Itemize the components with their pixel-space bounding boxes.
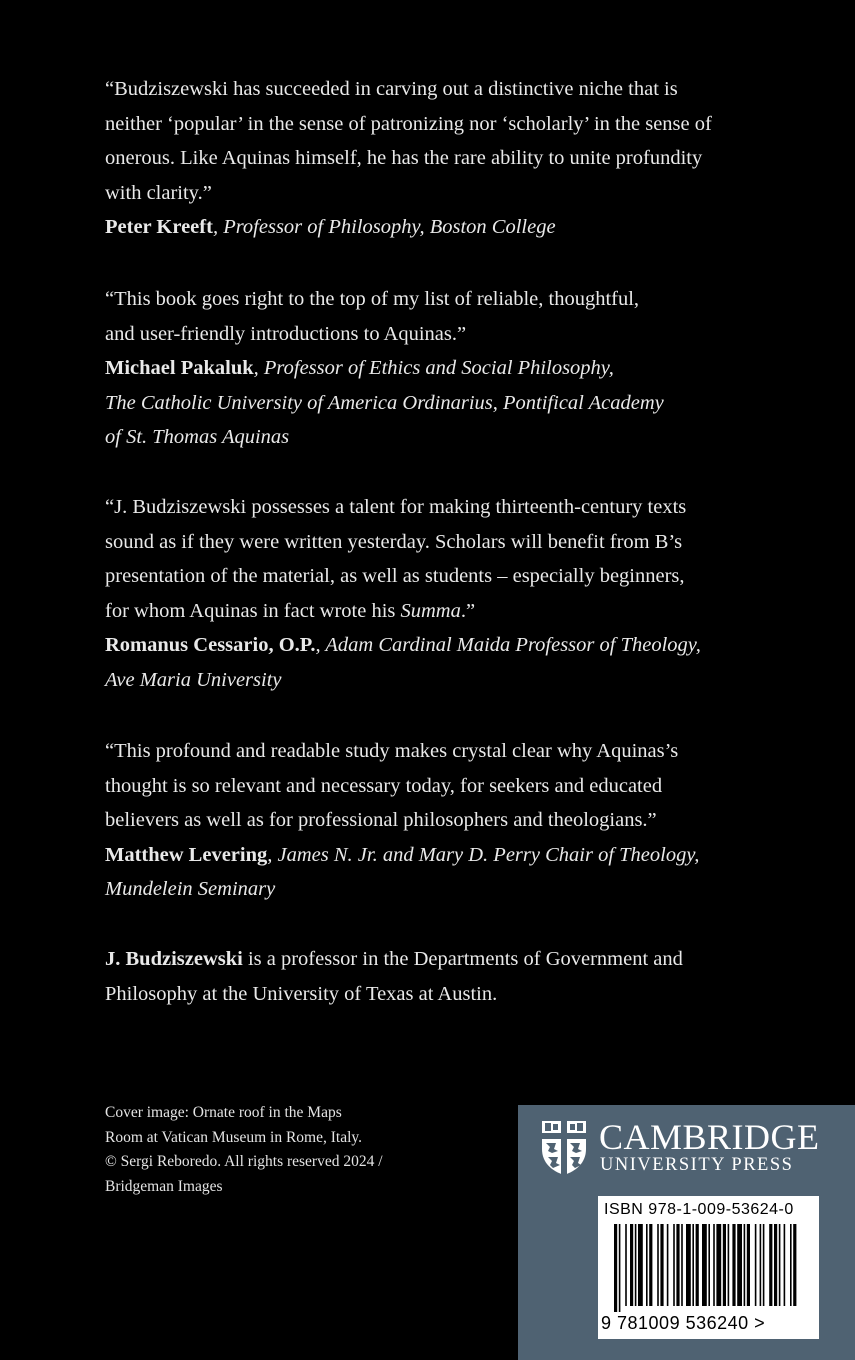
endorser-title: Ave Maria University <box>105 668 282 691</box>
endorser-title: Mundelein Seminary <box>105 878 276 901</box>
cover-image-credit <box>105 1101 383 1199</box>
barcode-bar <box>635 1224 637 1306</box>
barcode-digits: 9 781009 536240 > <box>601 1313 766 1333</box>
author-bio <box>105 942 683 1011</box>
endorser-title: of St. Thomas Aquinas <box>105 426 290 449</box>
barcode-bar <box>713 1224 715 1306</box>
barcode-bar <box>646 1224 648 1306</box>
quote-line: with clarity.” <box>105 181 212 204</box>
barcode-bar <box>728 1224 730 1306</box>
barcode-bar <box>774 1224 777 1306</box>
credit-line: Cover image: Ornate roof in the Maps <box>105 1104 342 1121</box>
bio-line: Philosophy at the University of Texas at Austin. <box>105 982 498 1005</box>
quote-line: sound as if they were written yesterday. Scholars will benefit from B’s <box>105 530 683 553</box>
endorsement-cessario <box>105 490 701 698</box>
publisher-panel <box>518 1105 855 1360</box>
barcode-bars <box>602 1224 815 1312</box>
barcode-bar <box>614 1224 617 1312</box>
barcode-bar <box>763 1224 765 1306</box>
quote-line <box>105 594 701 629</box>
credit-line: Room at Vatican Museum in Rome, Italy. <box>105 1128 363 1146</box>
barcode-bar <box>744 1224 746 1306</box>
barcode-bar <box>760 1224 762 1306</box>
barcode-bar <box>638 1224 643 1306</box>
quote-text: .” <box>460 599 476 622</box>
credit-line: © Sergi Reboredo. All rights reserved 2024 / <box>105 1153 383 1170</box>
barcode-bar <box>747 1224 750 1306</box>
barcode-bar <box>755 1224 757 1306</box>
endorser-title: The Catholic University of America Ordinarius, Pontifical Academy <box>105 391 664 414</box>
barcode-bar <box>723 1224 726 1306</box>
endorser-name: Matthew Levering <box>105 843 268 866</box>
cambridge-shield-icon <box>540 1119 588 1177</box>
barcode-bar <box>657 1224 659 1306</box>
barcode-bar <box>681 1224 683 1306</box>
endorsement-kreeft <box>105 72 805 245</box>
attribution <box>105 838 699 873</box>
barcode-bar <box>732 1224 735 1306</box>
author-name: J. Budziszewski <box>105 948 243 970</box>
barcode-bar <box>630 1224 633 1306</box>
barcode-bar <box>660 1224 663 1306</box>
bio-line <box>105 942 683 977</box>
barcode-bar <box>667 1224 669 1306</box>
endorsements <box>105 72 805 1005</box>
quote-line: neither ‘popular’ in the sense of patronizing nor ‘scholarly’ in the sense of <box>105 112 712 135</box>
endorser-name: Michael Pakaluk <box>105 357 254 380</box>
quote-line: “This profound and readable study makes crystal clear why Aquinas’s <box>105 740 679 762</box>
barcode-bar <box>649 1224 652 1306</box>
credit-line: Bridgeman Images <box>105 1177 223 1195</box>
barcode-bar <box>619 1224 621 1312</box>
attribution <box>105 628 701 663</box>
barcode-bar <box>784 1224 786 1306</box>
barcode-bar <box>716 1224 721 1306</box>
barcode-bar <box>793 1224 796 1306</box>
publisher-name: CAMBRIDGE <box>599 1117 820 1157</box>
endorser-title: , James N. Jr. and Mary D. Perry Chair of Theology, <box>267 843 700 866</box>
isbn-barcode <box>598 1196 819 1339</box>
attribution <box>105 210 805 245</box>
barcode-bar <box>708 1224 710 1306</box>
publisher-press: UNIVERSITY PRESS <box>600 1155 794 1175</box>
quote-line: and user-friendly introductions to Aquinas.” <box>105 322 467 345</box>
barcode-bar <box>702 1224 707 1306</box>
quote-line: presentation of the material, as well as students – especially beginners, <box>105 565 685 588</box>
barcode-bar <box>686 1224 691 1306</box>
barcode-bar <box>696 1224 699 1306</box>
barcode-bar <box>676 1224 679 1306</box>
quote-text: for whom Aquinas in fact wrote his <box>105 599 401 622</box>
attribution <box>105 351 664 386</box>
quote-line: thought is so relevant and necessary today, for seekers and educated <box>105 774 663 797</box>
endorser-name: Peter Kreeft <box>105 216 213 239</box>
barcode-bar <box>625 1224 627 1306</box>
bio-text: is a professor in the Departments of Government and <box>242 948 683 970</box>
barcode-bar <box>673 1224 675 1306</box>
endorser-title: , Professor of Philosophy, Boston College <box>212 216 556 239</box>
endorsement-levering <box>105 734 699 907</box>
quote-line: believers as well as for professional philosophers and theologians.” <box>105 809 657 832</box>
isbn-label: ISBN 978-1-009-53624-0 <box>604 1201 794 1218</box>
quote-line: “J. Budziszewski possesses a talent for making thirteenth-century texts <box>105 496 687 518</box>
endorser-title: , Adam Cardinal Maida Professor of Theology, <box>315 634 701 657</box>
barcode-bar <box>790 1224 792 1306</box>
quote-line: “This book goes right to the top of my list of reliable, thoughtful, <box>105 288 640 310</box>
quote-line: “Budziszewski has succeeded in carving out a distinctive niche that is <box>105 78 678 100</box>
quote-line: onerous. Like Aquinas himself, he has the rare ability to unite profundity <box>105 147 703 170</box>
endorsement-pakaluk <box>105 282 664 455</box>
book-title: Summa <box>400 599 461 622</box>
barcode-bar <box>737 1224 742 1306</box>
barcode-bar <box>779 1224 781 1306</box>
barcode-bar <box>692 1224 694 1306</box>
endorser-name: Romanus Cessario, O.P. <box>105 634 316 657</box>
endorser-title: , Professor of Ethics and Social Philosophy, <box>253 357 614 380</box>
barcode-bar <box>769 1224 772 1306</box>
